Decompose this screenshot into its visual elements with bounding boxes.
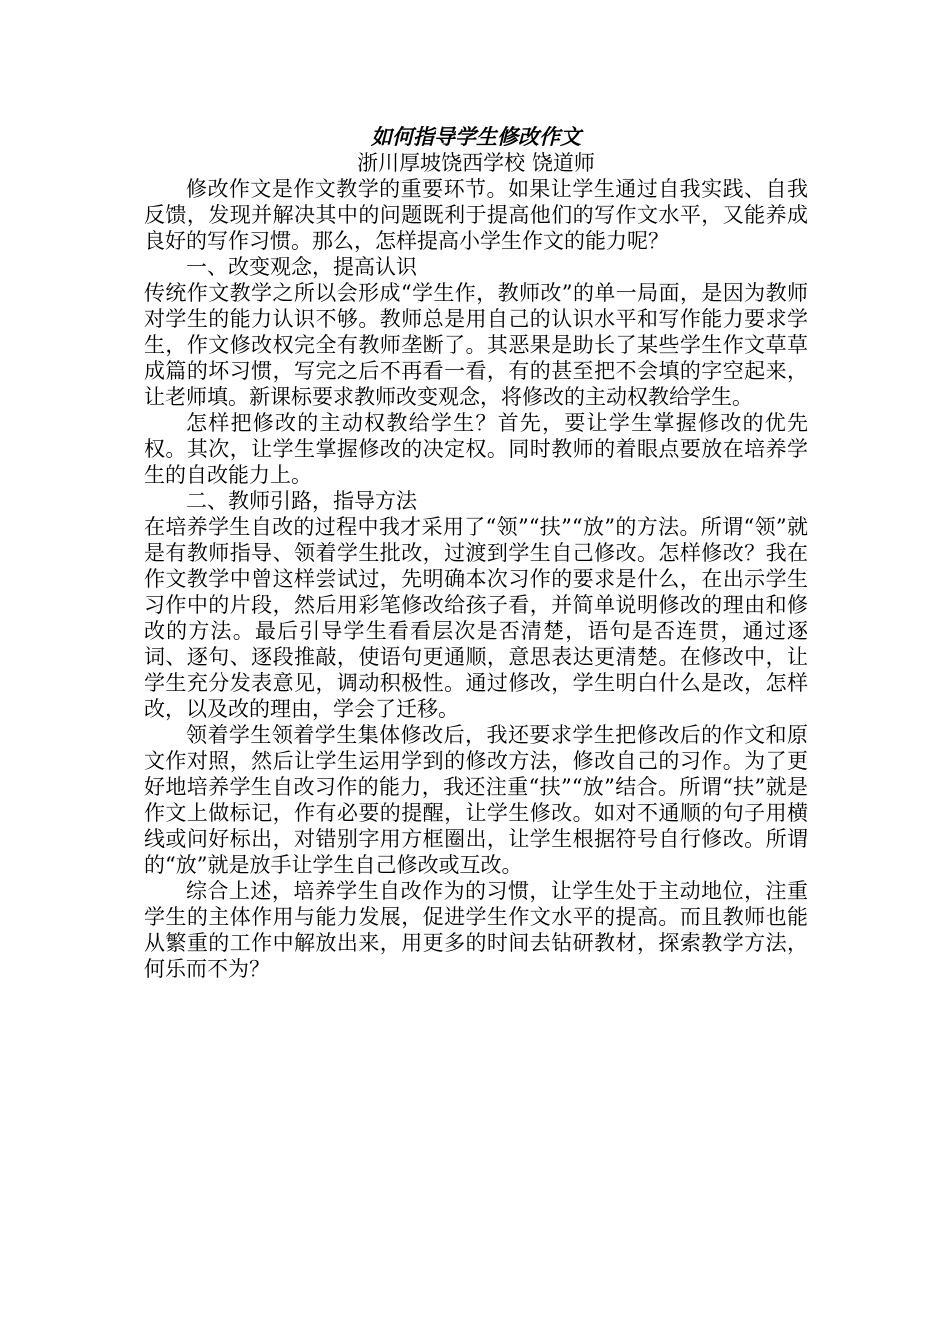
paragraph-intro: 修改作文是作文教学的重要环节。如果让学生通过自我实践、自我反馈，发现并解决其中的问题既利于提高他们的写作文水平，又能养成良好的写作习惯。那么，怎样提高小学生作文的能力呢？ bbox=[144, 177, 808, 253]
paragraph-section1-how: 怎样把修改的主动权教给学生？首先，要让学生掌握修改的优先权。其次，让学生掌握修改的决定权。同时教师的着眼点要放在培养学生的自改能力上。 bbox=[144, 411, 808, 487]
paragraph-section2-guide: 领着学生领着学生集体修改后，我还要求学生把修改后的作文和原文作对照，然后让学生运用学到的修改方法，修改自己的习作。为了更好地培养学生自改习作的能力，我还注重“扶”“放”结合。所谓“扶”就是作文上做标记，作有必要的提醒，让学生修改。如对不通顺的句子用横线或问好标出，对错别字用方框圈出，让学生根据符号自行修改。所谓的“放”就是放手让学生自己修改或互改。 bbox=[144, 723, 808, 877]
document-author: 浙川厚坡饶西学校 饶道师 bbox=[357, 151, 595, 175]
section-heading-2: 二、教师引路，指导方法 bbox=[186, 489, 417, 513]
document-title: 如何指导学生修改作文 bbox=[371, 124, 581, 149]
paragraph-section2-body: 在培养学生自改的过程中我才采用了“领”“扶”“放”的方法。所谓“领”就是有教师指导、领着学生批改，过渡到学生自己修改。怎样修改？我在作文教学中曾这样尝试过，先明确本次习作的要求是什么，在出示学生习作中的片段，然后用彩笔修改给孩子看，并简单说明修改的理由和修改的方法。最后引导学生看看层次是否清楚，语句是否连贯，通过逐词、逐句、逐段推敲，使语句更通顺，意思表达更清楚。在修改中，让学生充分发表意见，调动积极性。通过修改，学生明白什么是改，怎样改，以及改的理由，学会了迁移。 bbox=[144, 515, 808, 721]
paragraph-conclusion: 综合上述，培养学生自改作为的习惯，让学生处于主动地位，注重学生的主体作用与能力发展，促进学生作文水平的提高。而且教师也能从繁重的工作中解放出来，用更多的时间去钻研教材，探索教学方法，何乐而不为？ bbox=[144, 879, 808, 981]
document-page bbox=[144, 124, 808, 982]
paragraph-section1-body: 传统作文教学之所以会形成“学生作，教师改”的单一局面，是因为教师对学生的能力认识不够。教师总是用自己的认识水平和写作能力要求学生，作文修改权完全有教师垄断了。其恶果是助长了某些学生作文草草成篇的坏习惯，写完之后不再看一看，有的甚至把不会填的字空起来，让老师填。新课标要求教师改变观念，将修改的主动权教给学生。 bbox=[144, 281, 808, 409]
section-heading-1: 一、改变观念，提高认识 bbox=[186, 255, 417, 279]
